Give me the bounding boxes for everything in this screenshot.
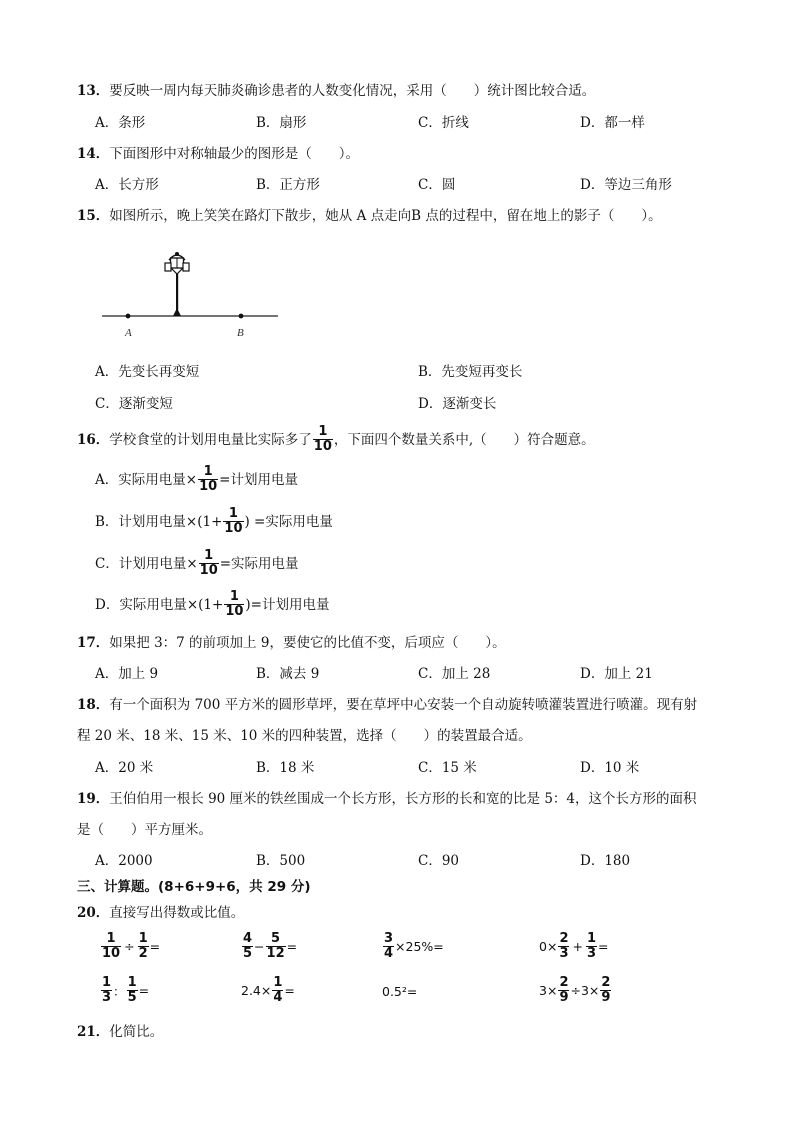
option-a[interactable]: A．2000 [95,853,153,869]
question-text: 化简比。 [109,1024,164,1040]
option-b[interactable]: B．正方形 [256,177,320,193]
option-c[interactable]: C．逐渐变短 [95,396,173,412]
expression-1[interactable]: $\frac{1}{10}$ ÷ $\frac{1}{2}$ = [102,931,161,961]
option-d[interactable]: D．等边三角形 [580,177,672,193]
expression-7[interactable]: 0.5²= [382,984,418,999]
question-16 [77,425,595,454]
option-d[interactable]: D．加上 21 [580,666,653,682]
option-a[interactable]: A．条形 [95,115,146,131]
question-number: 16． [77,431,110,448]
option-d[interactable]: D．实际用电量×(1+ $\frac{1}{10}$ )=计划用电量 [95,589,330,619]
fraction: $\frac{1}{10}$ [199,548,218,578]
option-a[interactable]: A．20 米 [95,760,154,776]
question-number: 21． [77,1024,110,1040]
question-text: 如图所示，晚上笑笑在路灯下散步，她从 A 点走向B 点的过程中，留在地上的影子（ ）。 [109,208,662,224]
expression-4[interactable]: 0× $\frac{2}{3}$ + $\frac{1}{3}$ = [539,931,609,961]
option-b[interactable]: B．18 米 [256,760,315,776]
fraction: $\frac{1}{10}$ [199,464,218,494]
expression-8[interactable]: 3× $\frac{2}{9}$ ÷3× $\frac{2}{9}$ [539,975,611,1005]
question-14 [77,144,359,164]
question-number: 15． [77,208,110,224]
option-a[interactable]: A．先变长再变短 [95,364,200,380]
option-b[interactable]: B．扇形 [256,115,307,131]
question-number: 19． [77,791,110,807]
option-c[interactable]: C．15 米 [418,760,477,776]
question-17 [77,633,506,653]
question-text: 要反映一周内每天肺炎确诊患者的人数变化情况，采用（ ）统计图比较合适。 [109,83,596,99]
option-b[interactable]: B．500 [256,853,306,869]
question-number: 20． [77,905,110,921]
question-18 [77,695,697,715]
question-text: 直接写出得数或比值。 [109,905,245,921]
question-text-tail: ，下面四个数量关系中,（ ）符合题意。 [333,431,595,448]
expression-2[interactable]: $\frac{4}{5}$ − $\frac{5}{12}$ = [243,931,298,961]
question-18-line2: 程 20 米、18 米、15 米、10 米的四种装置，选择（ ）的装置最合适。 [77,728,532,744]
question-text: 王伯伯用一根长 90 厘米的铁丝围成一个长方形，长方形的长和宽的比是 5：4，这个长方形的面积 [109,791,697,807]
question-19-line2: 是（ ）平方厘米。 [77,822,212,838]
question-20 [77,903,244,923]
option-c[interactable]: C．折线 [418,115,469,131]
street-lamp-figure [100,246,280,342]
option-d[interactable]: D．逐渐变长 [418,396,497,412]
question-21 [77,1022,163,1042]
label-a: A [125,327,132,339]
question-text: 学校食堂的计划用电量比实际多了 [109,431,312,448]
point-a [126,314,131,319]
option-b[interactable]: B．先变短再变长 [418,364,523,380]
option-a[interactable]: A．加上 9 [95,666,159,682]
lamp-post-icon [165,252,189,316]
question-19 [77,789,697,809]
question-text: 如果把 3：7 的前项加上 9，要使它的比值不变，后项应（ ）。 [109,635,506,651]
question-number: 17． [77,635,110,651]
question-15 [77,206,662,226]
option-c[interactable]: C．圆 [418,177,456,193]
option-b[interactable]: B．计划用电量×(1+ $\frac{1}{10}$ ) =实际用电量 [95,506,333,536]
option-a[interactable]: A．长方形 [95,177,159,193]
fraction: $\frac{1}{10}$ [313,424,332,454]
question-text: 下面图形中对称轴最少的图形是（ ）。 [109,146,360,162]
option-c[interactable]: C．加上 28 [418,666,491,682]
option-c[interactable]: C．计划用电量× $\frac{1}{10}$ =实际用电量 [95,548,299,578]
question-number: 13． [77,83,110,99]
expression-3[interactable]: $\frac{3}{4}$ ×25%= [384,931,444,961]
question-text: 有一个面积为 700 平方米的圆形草坪，要在草坪中心安装一个自动旋转喷灌装置进行喷灌。现有射 [109,697,698,713]
option-a[interactable]: A．实际用电量× $\frac{1}{10}$ =计划用电量 [95,464,298,494]
fraction: $\frac{1}{10}$ [224,506,243,536]
label-b: B [237,327,244,339]
point-b [239,314,244,319]
option-d[interactable]: D．10 米 [580,760,640,776]
question-13 [77,81,595,101]
section-heading: 三、计算题。(8+6+9+6，共 29 分) [77,879,311,895]
expression-6[interactable]: 2.4× $\frac{1}{4}$ = [241,975,295,1005]
option-d[interactable]: D．180 [580,853,631,869]
question-number: 14． [77,146,110,162]
expression-5[interactable]: $\frac{1}{3}$ ： $\frac{1}{5}$ = [102,975,150,1005]
question-number: 18． [77,697,110,713]
option-d[interactable]: D．都一样 [580,115,645,131]
option-b[interactable]: B．减去 9 [256,666,320,682]
fraction: $\frac{1}{10}$ [225,589,244,619]
option-c[interactable]: C．90 [418,853,460,869]
